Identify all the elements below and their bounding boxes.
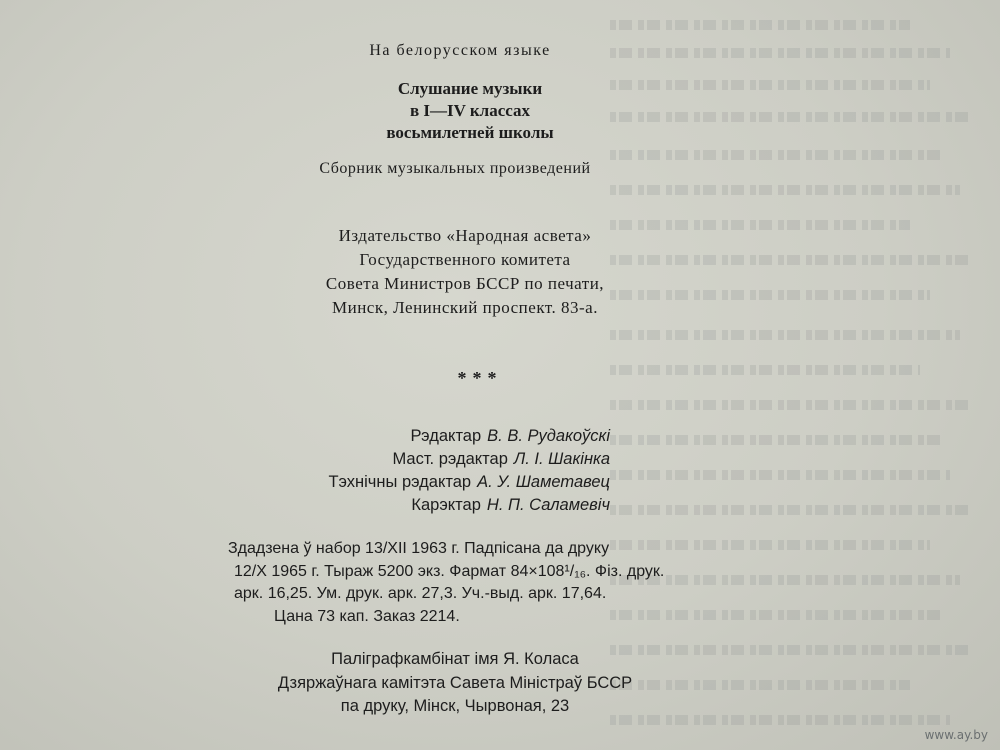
publisher-line-2: Государственного комитета (359, 250, 571, 269)
staff-name: Л. І. Шакінка (513, 450, 610, 468)
publisher-info (0, 224, 930, 320)
staff-name: А. У. Шаметавец (477, 473, 610, 491)
watermark: www.ay.by (924, 728, 988, 742)
print-imprint (228, 538, 665, 628)
title-line-3: восьмилетней школы (386, 123, 554, 142)
publisher-line-3: Совета Министров БССР по печати, (325, 274, 605, 293)
book-title (0, 78, 940, 144)
title-line-2: в I—IV классах (409, 101, 530, 120)
printer-line-2: Дзяржаўнага камітэта Савета Міністраў БССР (277, 673, 633, 692)
language-note (0, 42, 920, 60)
imprint-line-2: 12/X 1965 г. Тыраж 5200 экз. Фармат 84×108¹/₁₆. Фіз. друк. (234, 562, 665, 580)
staff-name: В. В. Рудакоўскі (487, 427, 610, 445)
separator (0, 368, 960, 389)
staff-role: Карэктар (411, 496, 481, 514)
staff-row (310, 471, 610, 494)
staff-row (310, 425, 610, 448)
publisher-line-1: Издательство «Народная асвета» (338, 226, 592, 245)
printer-line-1: Паліграфкамбінат імя Я. Коласа (331, 650, 579, 668)
printing-house (0, 648, 910, 719)
staff-role: Маст. рэдактар (392, 450, 508, 468)
imprint-line-1: Здадзена ў набор 13/XII 1963 г. Падпісана да друку (228, 540, 610, 557)
title-line-1: Слушание музыки (397, 79, 543, 98)
imprint-line-4: Цана 73 кап. Заказ 2214. (274, 607, 460, 625)
staff-row (310, 494, 610, 517)
staff-name: Н. П. Саламевіч (486, 496, 610, 514)
language-note-text: На белорусском языке (369, 42, 551, 59)
separator-stars: *** (457, 368, 503, 388)
book-subtitle (0, 160, 910, 178)
imprint-line-3: арк. 16,25. Ум. друк. арк. 27,3. Уч.-выд. арк. 17,64. (234, 585, 607, 602)
staff-role: Рэдактар (410, 427, 482, 445)
subtitle-text: Сборник музыкальных произведений (319, 160, 591, 177)
staff-row (310, 448, 610, 471)
staff-role: Тэхнічны рэдактар (328, 473, 472, 491)
publisher-line-4: Минск, Ленинский проспект. 83-а. (332, 298, 598, 317)
editorial-staff (310, 425, 610, 517)
printer-line-3: па друку, Мінск, Чырвоная, 23 (340, 697, 570, 715)
